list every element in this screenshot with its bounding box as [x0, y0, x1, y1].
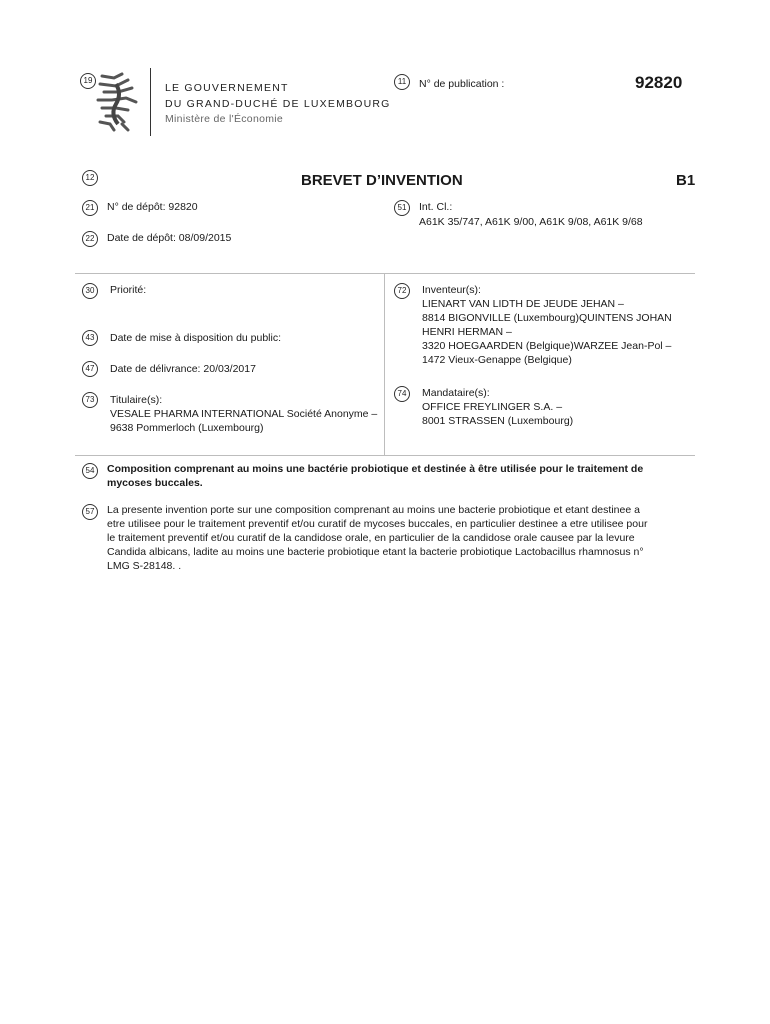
inid-code-72: 72 — [394, 283, 410, 299]
inventors-label: Inventeur(s): — [422, 284, 481, 296]
inid-code-21: 21 — [82, 200, 98, 216]
holder-line: VESALE PHARMA INTERNATIONAL Société Anonyme – — [110, 408, 378, 420]
government-line-1: LE GOUVERNEMENT — [165, 82, 289, 94]
delivery-date: Date de délivrance: 20/03/2017 — [110, 363, 256, 375]
inid-code-11: 11 — [394, 74, 410, 90]
lion-emblem — [92, 70, 144, 134]
inid-code-51: 51 — [394, 200, 410, 216]
government-line-2: DU GRAND-DUCHÉ DE LUXEMBOURG — [165, 98, 391, 110]
agent-block — [422, 386, 702, 428]
inid-code-30: 30 — [82, 283, 98, 299]
inid-code-19: 19 — [80, 73, 96, 89]
holder-block — [110, 393, 390, 435]
inid-code-57: 57 — [82, 504, 98, 520]
section-divider-bottom — [75, 455, 695, 456]
int-cl-value: A61K 35/747, A61K 9/00, A61K 9/08, A61K 9/68 — [419, 216, 643, 228]
inventor-line: 1472 Vieux-Genappe (Belgique) — [422, 354, 572, 366]
ministry-name: Ministère de l'Économie — [165, 113, 284, 125]
inventor-line: HENRI HERMAN – — [422, 326, 512, 338]
inid-code-47: 47 — [82, 361, 98, 377]
abstract-line: etre utilisee pour le traitement preventif et/ou curatif de mycoses buccales, en particulier destinee a etre utilisee pour — [107, 518, 648, 530]
invention-title-line: mycoses buccales. — [107, 477, 203, 489]
kind-code: B1 — [676, 172, 696, 189]
agent-line: 8001 STRASSEN (Luxembourg) — [422, 415, 574, 427]
holder-line: 9638 Pommerloch (Luxembourg) — [110, 422, 264, 434]
inid-code-43: 43 — [82, 330, 98, 346]
inid-code-73: 73 — [82, 392, 98, 408]
abstract-line: LMG S-28148. . — [107, 560, 182, 572]
abstract-line: Candida albicans, ladite au moins une bacterie probiotique etant la bacterie probiotique Lactobacillus rhamnosus n° — [107, 546, 644, 558]
int-cl-label: Int. Cl.: — [419, 201, 453, 213]
inventor-line: 3320 HOEGAARDEN (Belgique)WARZEE Jean-Pol – — [422, 340, 672, 352]
abstract-line: le traitement preventif et/ou curatif de la candidose orale, en particulier de la candidose orale causee par la levure — [107, 532, 635, 544]
inid-code-54: 54 — [82, 463, 98, 479]
inid-code-12: 12 — [82, 170, 98, 186]
agent-line: OFFICE FREYLINGER S.A. – — [422, 401, 563, 413]
priority-label: Priorité: — [110, 284, 147, 296]
inventors-block — [422, 283, 702, 367]
agent-label: Mandataire(s): — [422, 387, 490, 399]
inventor-line: 8814 BIGONVILLE (Luxembourg)QUINTENS JOHAN — [422, 312, 672, 324]
publication-label: N° de publication : — [419, 78, 505, 90]
public-availability-date: Date de mise à disposition du public: — [110, 332, 282, 344]
inventor-line: LIENART VAN LIDTH DE JEUDE JEHAN – — [422, 298, 624, 310]
abstract-line: La presente invention porte sur une composition comprenant au moins une bacterie probiotique et etant destinee a — [107, 504, 640, 516]
deposit-date: Date de dépôt: 08/09/2015 — [107, 232, 232, 244]
document-title: BREVET D’INVENTION — [301, 172, 463, 189]
inid-code-22: 22 — [82, 231, 98, 247]
inid-code-74: 74 — [394, 386, 410, 402]
abstract — [107, 503, 702, 573]
publication-number: 92820 — [635, 73, 683, 92]
deposit-number: N° de dépôt: 92820 — [107, 201, 198, 213]
section-divider-top — [75, 273, 695, 274]
holder-label: Titulaire(s): — [110, 394, 163, 406]
header-divider — [150, 68, 151, 136]
invention-title — [107, 462, 697, 490]
invention-title-line: Composition comprenant au moins une bactérie probiotique et destinée à être utilisée pour le traitement de — [107, 463, 644, 475]
